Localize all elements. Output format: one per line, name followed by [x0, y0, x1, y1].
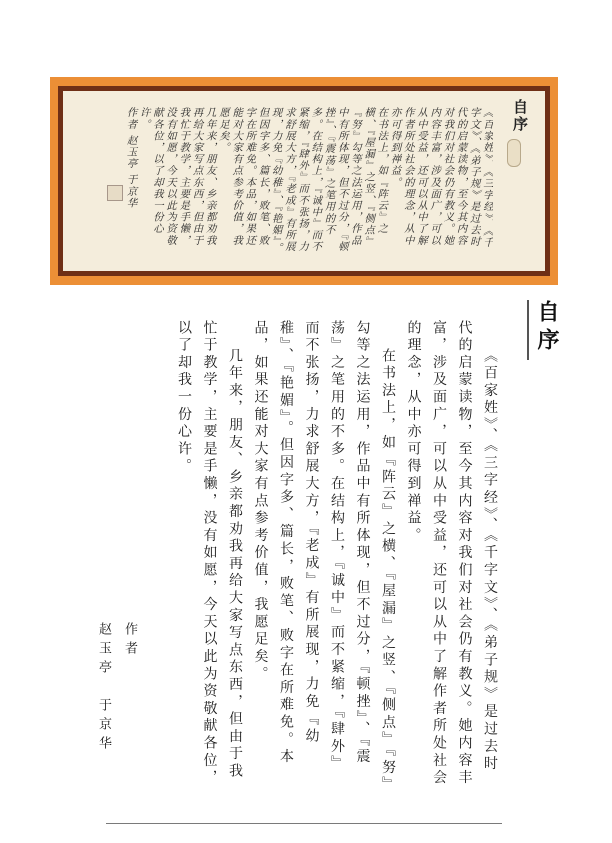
calligraphy-frame [50, 77, 558, 285]
signature-name: 赵玉亭 [96, 622, 111, 679]
paragraph: 几年来，朋友、乡亲都劝我再给大家写点东西，但由于我忙于教学，主要是手懒，没有如愿，今天以此为资敬献各位，以了却我一份心许。 [176, 320, 243, 788]
footer-divider [106, 823, 502, 824]
page-title: 自序 [527, 300, 563, 360]
frame-border [58, 86, 550, 276]
signature [90, 622, 142, 802]
calligraphy-scroll [63, 91, 545, 271]
paragraph: 在书法上，如『阵云』之横、『屋漏』之竖、『侧点』『努』勾等之法运用，作品中有所体现，但不过分，『顿挫』、『震荡』之笔用的不多。在结构上，『诚中』而不紧缩，『肆外』而不张扬，力求舒展大方，『老成』有所展现，力免『幼稚』、『艳媚』。但因字多、篇长，败笔、败字在所难免。本品，如果还能对大家有点参考价值，我愿足矣。 [252, 320, 396, 788]
calligraphy-line: 在书法上，如『阵云』之横、『屋漏』之竖、『侧点』『努』勾等之法运用，作品中有所体现，但不过分，『顿挫』、『震荡』之笔用的不多。在结构上，『诚中』而不紧缩，『肆外』而不张扬，力求舒展大方，『老成』有所展现，力免『幼稚』、『艳媚』。但因字多、篇长，败笔、败字在所难免。本品，如果还能对大家有点参考价值，我愿足矣。 [216, 107, 388, 254]
signature-place: 于京华 [96, 698, 111, 755]
signature-name-place [90, 622, 116, 802]
scroll-title: 自序 [511, 99, 529, 133]
paragraph: 《百家姓》、《三字经》、《千字文》、《弟子规》是过去时代的启蒙读物，至今其内容对我们对社会仍有教义。她内容丰富，涉及面广，可以从中受益，还可以从中了解作者所处社会的理念，从中亦可得到禅益。 [405, 320, 498, 788]
calligraphy-text [89, 107, 493, 257]
calligraphy-line: 作者 赵玉亭 于京华 [124, 107, 137, 209]
preface-body [122, 320, 502, 790]
calligraphy-line: 几年来，朋友、乡亲都劝我再给大家写点东西，但由于我忙于教学，主要是手懒，没有如愿，今天以此为资敬献各位，以了却我一份心许。 [137, 107, 216, 247]
calligraphy-line: 《百家姓》、《三字经》、《千字文》、《弟子规》是过去时代的启蒙读物，至今其内容对我们对社会仍有教义。她内容丰富，涉及面广，可以从中受益，还可以从中了解作者所处社会的理念，从中亦可得到禅益。 [388, 107, 493, 249]
seal-stamp-icon [507, 139, 521, 167]
signature-role: 作者 [122, 622, 137, 660]
